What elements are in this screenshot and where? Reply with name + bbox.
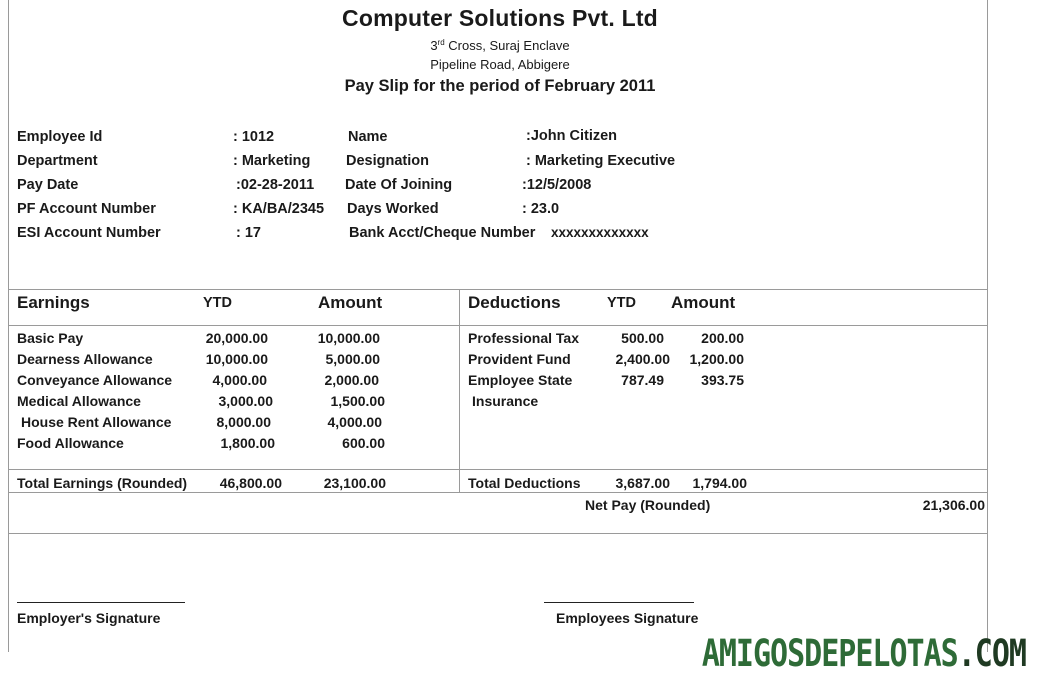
earnings-row-name: Food Allowance: [17, 435, 124, 451]
company-address-line1: [0, 39, 1000, 52]
earnings-row-amount: 600.00: [342, 435, 385, 451]
bank-account-label: Bank Acct/Cheque Number: [349, 225, 536, 241]
bank-account-value: xxxxxxxxxxxxx: [551, 225, 649, 240]
net-pay-value: 21,306.00: [922, 497, 985, 513]
total-earnings-label: Total Earnings (Rounded): [17, 475, 188, 491]
pf-account-value: : KA/BA/2345: [233, 201, 325, 217]
company-name: Computer Solutions Pvt. Ltd: [342, 5, 658, 31]
name-label: Name: [348, 129, 388, 145]
watermark-suffix-text: .COM: [957, 632, 1026, 676]
total-deductions-label: Total Deductions: [468, 475, 581, 491]
employee-signature-line: [544, 602, 694, 603]
earnings-row-name: Medical Allowance: [17, 393, 141, 409]
deductions-row-ytd: 787.49: [621, 372, 664, 388]
employee-id-label: Employee Id: [17, 129, 103, 145]
days-worked-value: : 23.0: [522, 201, 560, 217]
pay-period-title: Pay Slip for the period of February 2011: [344, 77, 656, 95]
date-of-joining-label: Date Of Joining: [345, 177, 453, 193]
table-column-divider: [459, 289, 460, 492]
deductions-row-amount: 393.75: [701, 372, 744, 388]
employee-id-value: : 1012: [233, 129, 275, 145]
total-deductions-amount: 1,794.00: [692, 475, 747, 491]
earnings-row-ytd: 4,000.00: [212, 372, 267, 388]
date-of-joining-value: :12/5/2008: [522, 177, 592, 193]
earnings-row-ytd: 8,000.00: [216, 414, 271, 430]
company-address-line2: Pipeline Road, Abbigere: [430, 57, 570, 72]
pay-date-label: Pay Date: [17, 177, 79, 193]
table-total-border: [8, 492, 988, 493]
earnings-row-ytd: 3,000.00: [218, 393, 273, 409]
earnings-row-ytd: 1,800.00: [220, 435, 275, 451]
earnings-header: Earnings: [17, 293, 90, 312]
earnings-row-ytd: 20,000.00: [205, 330, 268, 346]
deductions-row-amount: 1,200.00: [689, 351, 744, 367]
earnings-row-name: Basic Pay: [17, 330, 84, 346]
deductions-row-name: Professional Tax: [468, 330, 580, 346]
esi-account-value: : 17: [236, 225, 261, 241]
deductions-row-ytd: 2,400.00: [615, 351, 670, 367]
earnings-amount-header: Amount: [318, 293, 383, 312]
deductions-row-name: Employee State: [468, 372, 573, 388]
table-header-border: [8, 325, 988, 326]
earnings-row-amount: 10,000.00: [317, 330, 380, 346]
frame-left-border: [8, 0, 9, 652]
esi-account-label: ESI Account Number: [17, 225, 161, 241]
designation-value: : Marketing Executive: [526, 153, 676, 169]
earnings-row-ytd: 10,000.00: [205, 351, 268, 367]
employee-signature-label: Employees Signature: [556, 610, 699, 626]
address-number: 3: [430, 38, 438, 53]
deductions-header: Deductions: [468, 293, 561, 312]
pf-account-label: PF Account Number: [17, 201, 156, 217]
employer-signature-line: [17, 602, 185, 603]
pay-date-value: :02-28-2011: [236, 177, 315, 193]
department-value: : Marketing: [233, 153, 311, 169]
earnings-row-amount: 1,500.00: [330, 393, 385, 409]
earnings-row-amount: 5,000.00: [325, 351, 380, 367]
total-earnings-ytd: 46,800.00: [219, 475, 282, 491]
deductions-row-amount: 200.00: [701, 330, 744, 346]
days-worked-label: Days Worked: [347, 201, 439, 217]
address-street: Cross, Suraj Enclave: [444, 38, 570, 53]
table-body-border: [8, 469, 988, 470]
deductions-ytd-header: YTD: [607, 295, 636, 311]
employer-signature-label: Employer's Signature: [17, 610, 161, 626]
earnings-row-amount: 4,000.00: [327, 414, 382, 430]
earnings-row-name: Conveyance Allowance: [17, 372, 173, 388]
name-value: :John Citizen: [526, 128, 618, 144]
address-ordinal: rd: [437, 38, 445, 47]
frame-right-border: [987, 0, 988, 652]
table-top-border: [8, 289, 988, 290]
earnings-ytd-header: YTD: [203, 295, 232, 311]
earnings-row-amount: 2,000.00: [324, 372, 379, 388]
earnings-row-name: House Rent Allowance: [21, 414, 172, 430]
total-deductions-ytd: 3,687.00: [615, 475, 670, 491]
earnings-row-name: Dearness Allowance: [17, 351, 153, 367]
watermark-main-text: AMIGOSDEPELOTAS: [701, 632, 958, 676]
deductions-amount-header: Amount: [671, 293, 736, 312]
designation-label: Designation: [346, 153, 429, 169]
deductions-row-ytd: 500.00: [621, 330, 664, 346]
net-pay-label: Net Pay (Rounded): [585, 497, 711, 513]
deductions-row-name: Insurance: [472, 393, 539, 409]
total-earnings-amount: 23,100.00: [323, 475, 386, 491]
net-pay-border: [8, 533, 988, 534]
watermark-logo: [701, 632, 1026, 676]
department-label: Department: [17, 153, 98, 169]
deductions-row-name: Provident Fund: [468, 351, 571, 367]
